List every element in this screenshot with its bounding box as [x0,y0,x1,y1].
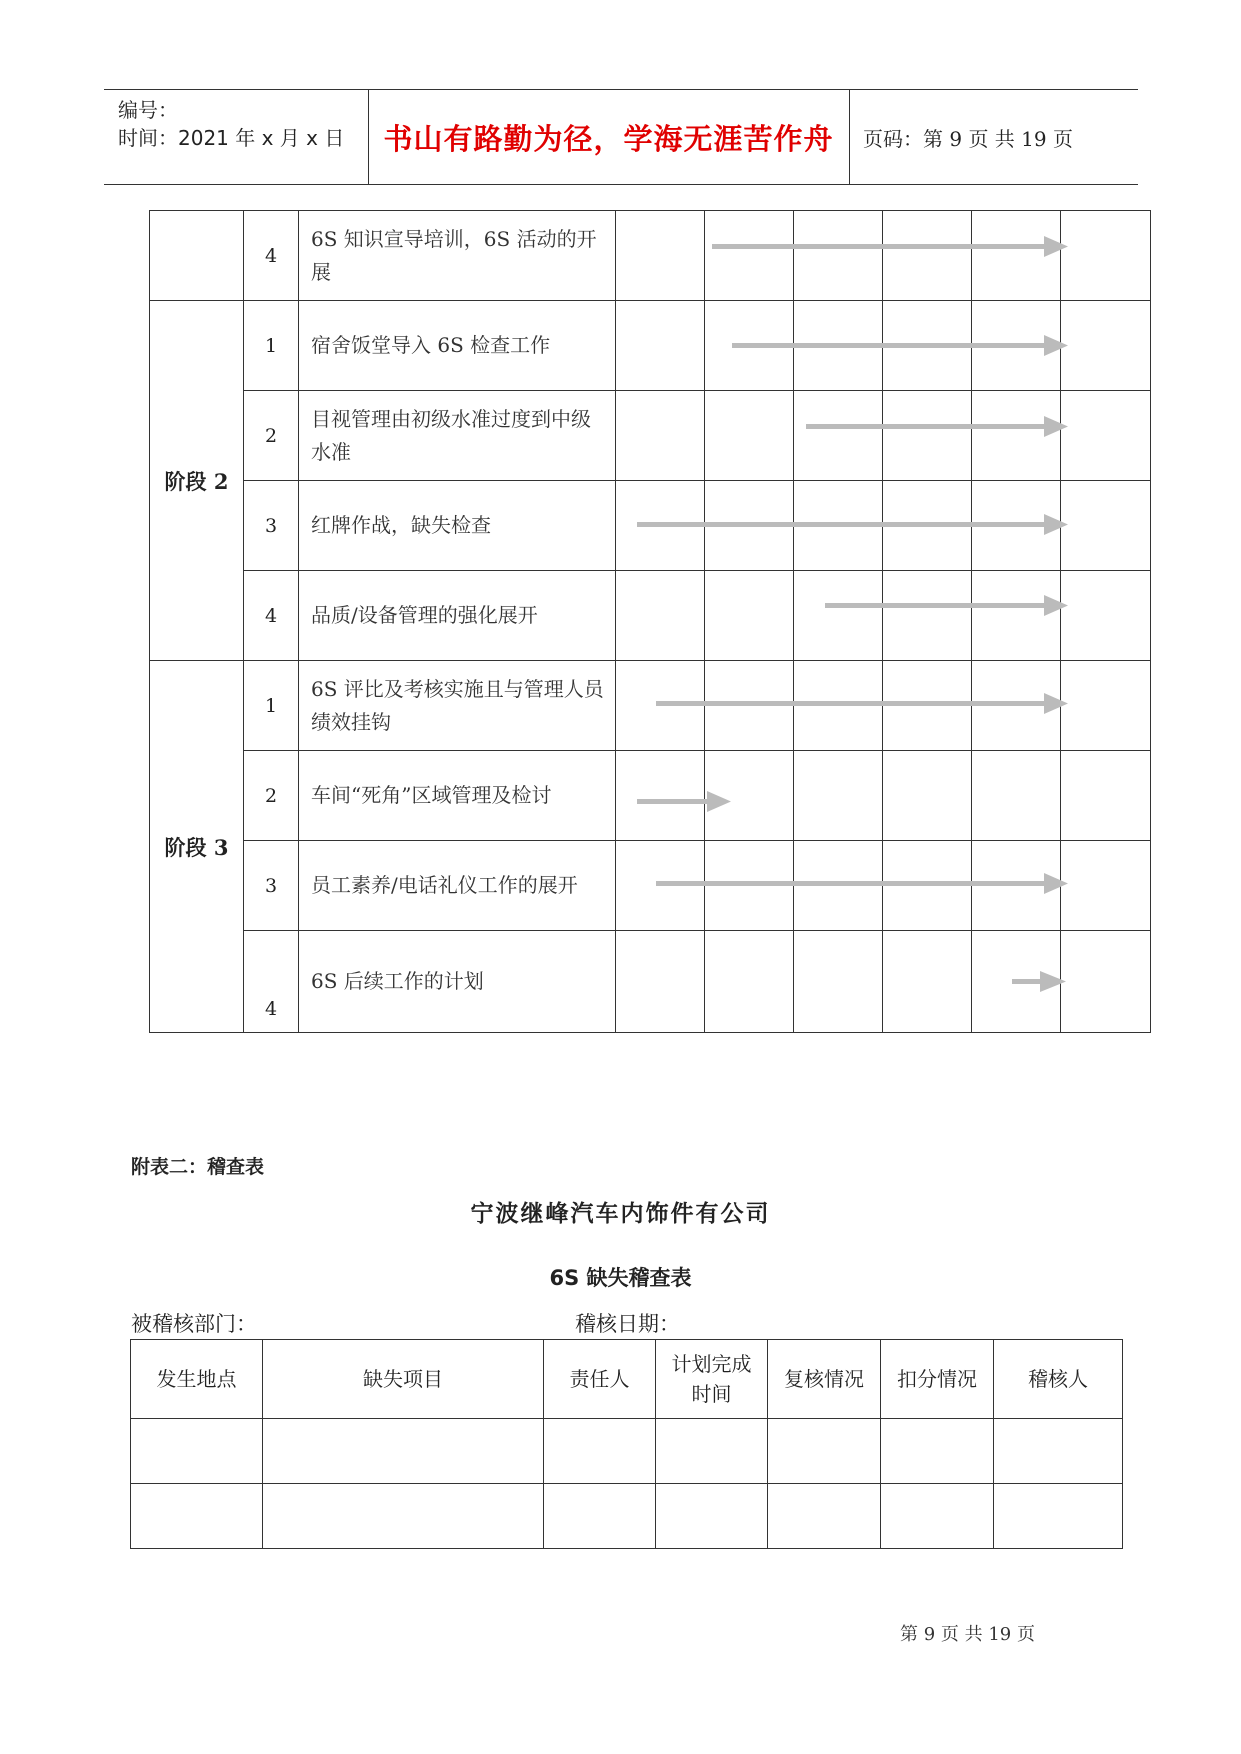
table-cell[interactable] [131,1419,263,1484]
week-cell [1061,931,1151,1033]
task-cell: 6S 评比及考核实施且与管理人员绩效挂钩 [299,661,616,751]
week-cell [883,391,972,481]
week-cell [883,661,972,751]
week-cell [972,211,1061,301]
week-cell [705,571,794,661]
week-cell [972,841,1061,931]
week-cell [883,751,972,841]
week-cell [616,931,705,1033]
table-row [150,931,1151,1033]
audit-table [130,1339,1123,1549]
table-cell[interactable] [881,1484,994,1549]
task-cell: 品质/设备管理的强化展开 [299,571,616,661]
week-cell [794,391,883,481]
task-cell: 员工素养/电话礼仪工作的展开 [299,841,616,931]
column-header: 缺失项目 [263,1340,544,1419]
week-cell [705,481,794,571]
column-header: 扣分情况 [881,1340,994,1419]
table-cell[interactable] [544,1419,656,1484]
week-cell [883,211,972,301]
week-cell [1061,751,1151,841]
table-row [131,1419,1123,1484]
row-number: 1 [244,301,299,391]
column-header: 责任人 [544,1340,656,1419]
week-cell [705,931,794,1033]
week-cell [972,751,1061,841]
week-cell [705,301,794,391]
week-cell [794,481,883,571]
stage-label: 阶段 3 [150,661,244,1033]
week-cell [794,931,883,1033]
week-cell [616,751,705,841]
task-cell: 车间“死角”区域管理及检讨 [299,751,616,841]
task-cell: 红牌作战，缺失检查 [299,481,616,571]
audit-date-label: 稽核日期： [575,1312,680,1336]
plan-table [149,210,1151,1033]
table-cell[interactable] [131,1484,263,1549]
column-header: 复核情况 [768,1340,881,1419]
header-page-cell [849,90,1138,184]
table-row [150,391,1151,481]
table-row [131,1484,1123,1549]
week-cell [616,571,705,661]
table-cell[interactable] [768,1419,881,1484]
week-cell [972,661,1061,751]
header-motto-cell [368,90,850,184]
week-cell [972,391,1061,481]
week-cell [794,301,883,391]
task-cell: 目视管理由初级水准过度到中级水准 [299,391,616,481]
row-number: 3 [244,481,299,571]
week-cell [705,211,794,301]
table-cell[interactable] [544,1484,656,1549]
week-cell [705,841,794,931]
week-cell [794,661,883,751]
table-row [150,211,1151,301]
table-row [150,661,1151,751]
appendix-label: 附表二：稽查表 [131,1156,265,1178]
week-cell [883,931,972,1033]
week-cell [616,211,705,301]
stage-cell-empty [150,211,244,301]
week-cell [616,481,705,571]
week-cell [972,931,1061,1033]
week-cell [705,391,794,481]
table-cell[interactable] [768,1484,881,1549]
row-number: 3 [244,841,299,931]
week-cell [883,301,972,391]
page-reference: 页码：第 9 页 共 19 页 [863,126,1073,151]
row-number: 4 [244,931,299,1033]
week-cell [1061,841,1151,931]
week-cell [794,211,883,301]
row-number: 1 [244,661,299,751]
row-number: 2 [244,751,299,841]
week-cell [1061,571,1151,661]
week-cell [972,571,1061,661]
week-cell [883,841,972,931]
week-cell [1061,301,1151,391]
table-row [150,751,1151,841]
number-label: 编号： [118,98,178,122]
table-row [150,571,1151,661]
table-cell[interactable] [994,1484,1123,1549]
column-header-text: 计划完成时间 [671,1352,752,1406]
header-info-cell [104,90,369,184]
task-cell: 6S 知识宣导培训，6S 活动的开展 [299,211,616,301]
stage-label: 阶段 2 [150,301,244,661]
page-header [104,89,1138,185]
week-cell [616,391,705,481]
week-cell [1061,661,1151,751]
week-cell [972,481,1061,571]
row-number: 4 [244,571,299,661]
company-name: 宁波继峰汽车内饰件有公司 [470,1201,771,1227]
table-cell[interactable] [994,1419,1123,1484]
form-title: 6S 缺失稽查表 [549,1266,692,1290]
week-cell [883,571,972,661]
week-cell [616,841,705,931]
week-cell [972,301,1061,391]
week-cell [794,751,883,841]
audit-header-row [131,1340,1123,1419]
table-cell[interactable] [263,1484,544,1549]
task-cell: 宿舍饭堂导入 6S 检查工作 [299,301,616,391]
column-header: 发生地点 [131,1340,263,1419]
week-cell [705,751,794,841]
week-cell [705,661,794,751]
column-header [656,1340,768,1419]
table-row [150,481,1151,571]
audited-department-label: 被稽核部门： [131,1312,257,1336]
week-cell [616,301,705,391]
time-label: 时间：2021 年 x 月 x 日 [118,126,345,150]
week-cell [883,481,972,571]
task-cell: 6S 后续工作的计划 [299,931,616,1033]
page-footer: 第 9 页 共 19 页 [900,1624,1035,1645]
column-header: 稽核人 [994,1340,1123,1419]
table-cell[interactable] [263,1419,544,1484]
table-row [150,841,1151,931]
week-cell [1061,391,1151,481]
table-cell[interactable] [656,1484,768,1549]
row-number: 2 [244,391,299,481]
motto: 书山有路勤为径，学海无涯苦作舟 [383,121,834,156]
table-cell[interactable] [656,1419,768,1484]
week-cell [794,571,883,661]
week-cell [1061,481,1151,571]
week-cell [1061,211,1151,301]
row-number: 4 [244,211,299,301]
table-row [150,301,1151,391]
week-cell [616,661,705,751]
week-cell [794,841,883,931]
table-cell[interactable] [881,1419,994,1484]
